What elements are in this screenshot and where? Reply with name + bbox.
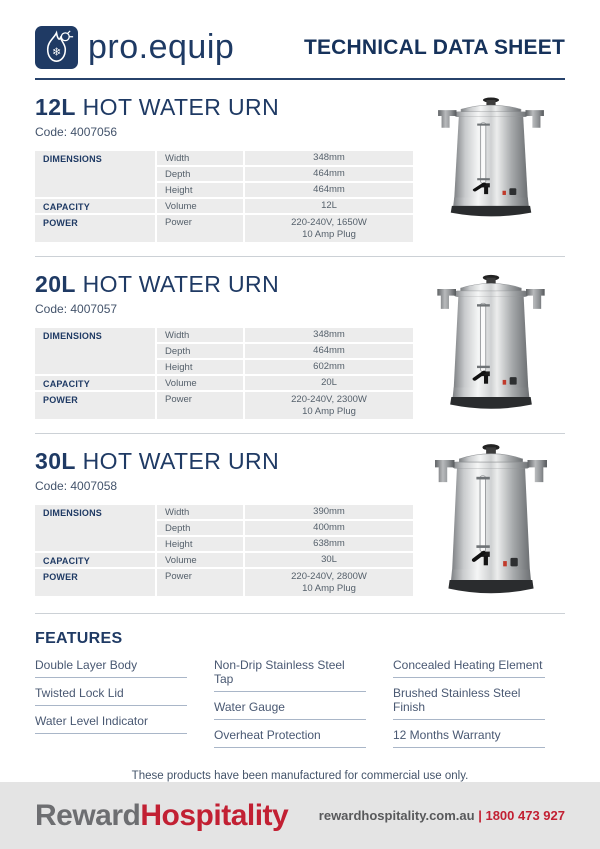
spec-table	[35, 328, 417, 419]
product-code: Code: 4007057	[35, 302, 118, 316]
feature-item: 12 Months Warranty	[393, 728, 545, 748]
power-spec-line2: 10 Amp Plug	[302, 582, 356, 594]
spec-value-cell: 12L	[245, 199, 413, 213]
feature-item: Water Level Indicator	[35, 714, 187, 734]
feature-item: Double Layer Body	[35, 658, 187, 678]
product-code: Code: 4007058	[35, 479, 118, 493]
feature-item: Concealed Heating Element	[393, 658, 545, 678]
spec-value-cell: 464mm	[245, 344, 413, 358]
spec-value-cell: 638mm	[245, 537, 413, 551]
power-spec-line1: 220-240V, 2300W	[291, 393, 367, 405]
proequip-logo	[35, 26, 234, 69]
spec-group-dimensions: DIMENSIONS	[35, 328, 155, 374]
product-section-12l	[35, 80, 565, 242]
spec-name-cell: Height	[157, 183, 243, 197]
brand-hospitality: Hospitality	[140, 798, 289, 832]
product-section-20l	[35, 257, 565, 419]
page-title: TECHNICAL DATA SHEET	[303, 35, 565, 59]
spec-value-cell: 602mm	[245, 360, 413, 374]
spec-name-cell: Width	[157, 328, 243, 342]
product-title	[35, 447, 417, 475]
spec-value-cell	[245, 392, 413, 419]
feature-item: Water Gauge	[214, 700, 366, 720]
product-size: 12L	[35, 94, 76, 120]
spec-name-cell: Depth	[157, 344, 243, 358]
power-spec-line2: 10 Amp Plug	[302, 405, 356, 417]
spec-group-capacity: CAPACITY	[35, 376, 155, 390]
spec-value-cell: 20L	[245, 376, 413, 390]
footer-contact	[319, 808, 565, 823]
product-code: Code: 4007056	[35, 125, 118, 139]
spec-value-cell: 464mm	[245, 183, 413, 197]
product-name: HOT WATER URN	[82, 448, 280, 474]
spec-group-power: POWER	[35, 215, 155, 242]
snowflake-glyph: ❄	[51, 46, 62, 59]
spec-name-cell: Height	[157, 537, 243, 551]
hot-water-urn-image	[421, 272, 561, 414]
spec-name-cell: Depth	[157, 167, 243, 181]
section-divider	[35, 613, 565, 614]
hot-water-urn-image	[418, 441, 564, 599]
spec-table	[35, 151, 417, 242]
spec-group-power: POWER	[35, 569, 155, 596]
hot-water-urn-image	[422, 95, 560, 221]
spec-name-cell: Width	[157, 151, 243, 165]
spec-name-cell: Volume	[157, 199, 243, 213]
spec-name-cell: Width	[157, 505, 243, 519]
spec-name-cell: Height	[157, 360, 243, 374]
power-spec-line1: 220-240V, 2800W	[291, 570, 367, 582]
power-spec-line2: 10 Amp Plug	[302, 228, 356, 240]
spec-value-cell: 348mm	[245, 328, 413, 342]
header	[35, 26, 565, 69]
spec-value-cell: 30L	[245, 553, 413, 567]
spec-value-cell: 390mm	[245, 505, 413, 519]
spec-table	[35, 505, 417, 596]
commercial-use-disclaimer: These products have been manufactured for commercial use only.	[131, 770, 469, 782]
spec-group-capacity: CAPACITY	[35, 553, 155, 567]
feature-item: Overheat Protection	[214, 728, 366, 748]
spec-name-cell: Power	[157, 569, 243, 596]
brand-reward: Reward	[35, 798, 141, 832]
spec-group-dimensions: DIMENSIONS	[35, 151, 155, 197]
footer	[0, 782, 600, 849]
spec-name-cell: Depth	[157, 521, 243, 535]
product-size: 30L	[35, 448, 76, 474]
spec-value-cell: 400mm	[245, 521, 413, 535]
feature-item: Non-Drip Stainless Steel Tap	[214, 658, 366, 692]
logo-text: pro.equip	[88, 28, 235, 66]
product-name: HOT WATER URN	[82, 94, 280, 120]
feature-item: Twisted Lock Lid	[35, 686, 187, 706]
product-title	[35, 270, 417, 298]
product-title	[35, 93, 417, 121]
spec-value-cell: 464mm	[245, 167, 413, 181]
phone-number: 1800 473 927	[485, 808, 565, 823]
feature-item: Brushed Stainless Steel Finish	[393, 686, 545, 720]
reward-hospitality-logo	[35, 798, 289, 832]
spec-value-cell	[245, 569, 413, 596]
features-heading: FEATURES	[35, 630, 123, 647]
website-link[interactable]: rewardhospitality.com.au	[318, 808, 475, 823]
spec-group-power: POWER	[35, 392, 155, 419]
urn-product-photo	[417, 270, 565, 419]
urn-product-photo	[417, 447, 565, 599]
product-name: HOT WATER URN	[82, 271, 280, 297]
spec-group-dimensions: DIMENSIONS	[35, 505, 155, 551]
spec-value-cell	[245, 215, 413, 242]
flame-snowflake-icon	[35, 26, 78, 69]
features-grid	[35, 658, 565, 756]
contact-separator: |	[478, 808, 482, 823]
spec-value-cell: 348mm	[245, 151, 413, 165]
spec-name-cell: Power	[157, 392, 243, 419]
spec-group-capacity: CAPACITY	[35, 199, 155, 213]
product-size: 20L	[35, 271, 76, 297]
power-spec-line1: 220-240V, 1650W	[291, 216, 367, 228]
spec-name-cell: Volume	[157, 376, 243, 390]
urn-product-photo	[417, 93, 565, 242]
spec-name-cell: Volume	[157, 553, 243, 567]
product-section-30l	[35, 434, 565, 599]
features-section	[35, 630, 565, 756]
spec-name-cell: Power	[157, 215, 243, 242]
